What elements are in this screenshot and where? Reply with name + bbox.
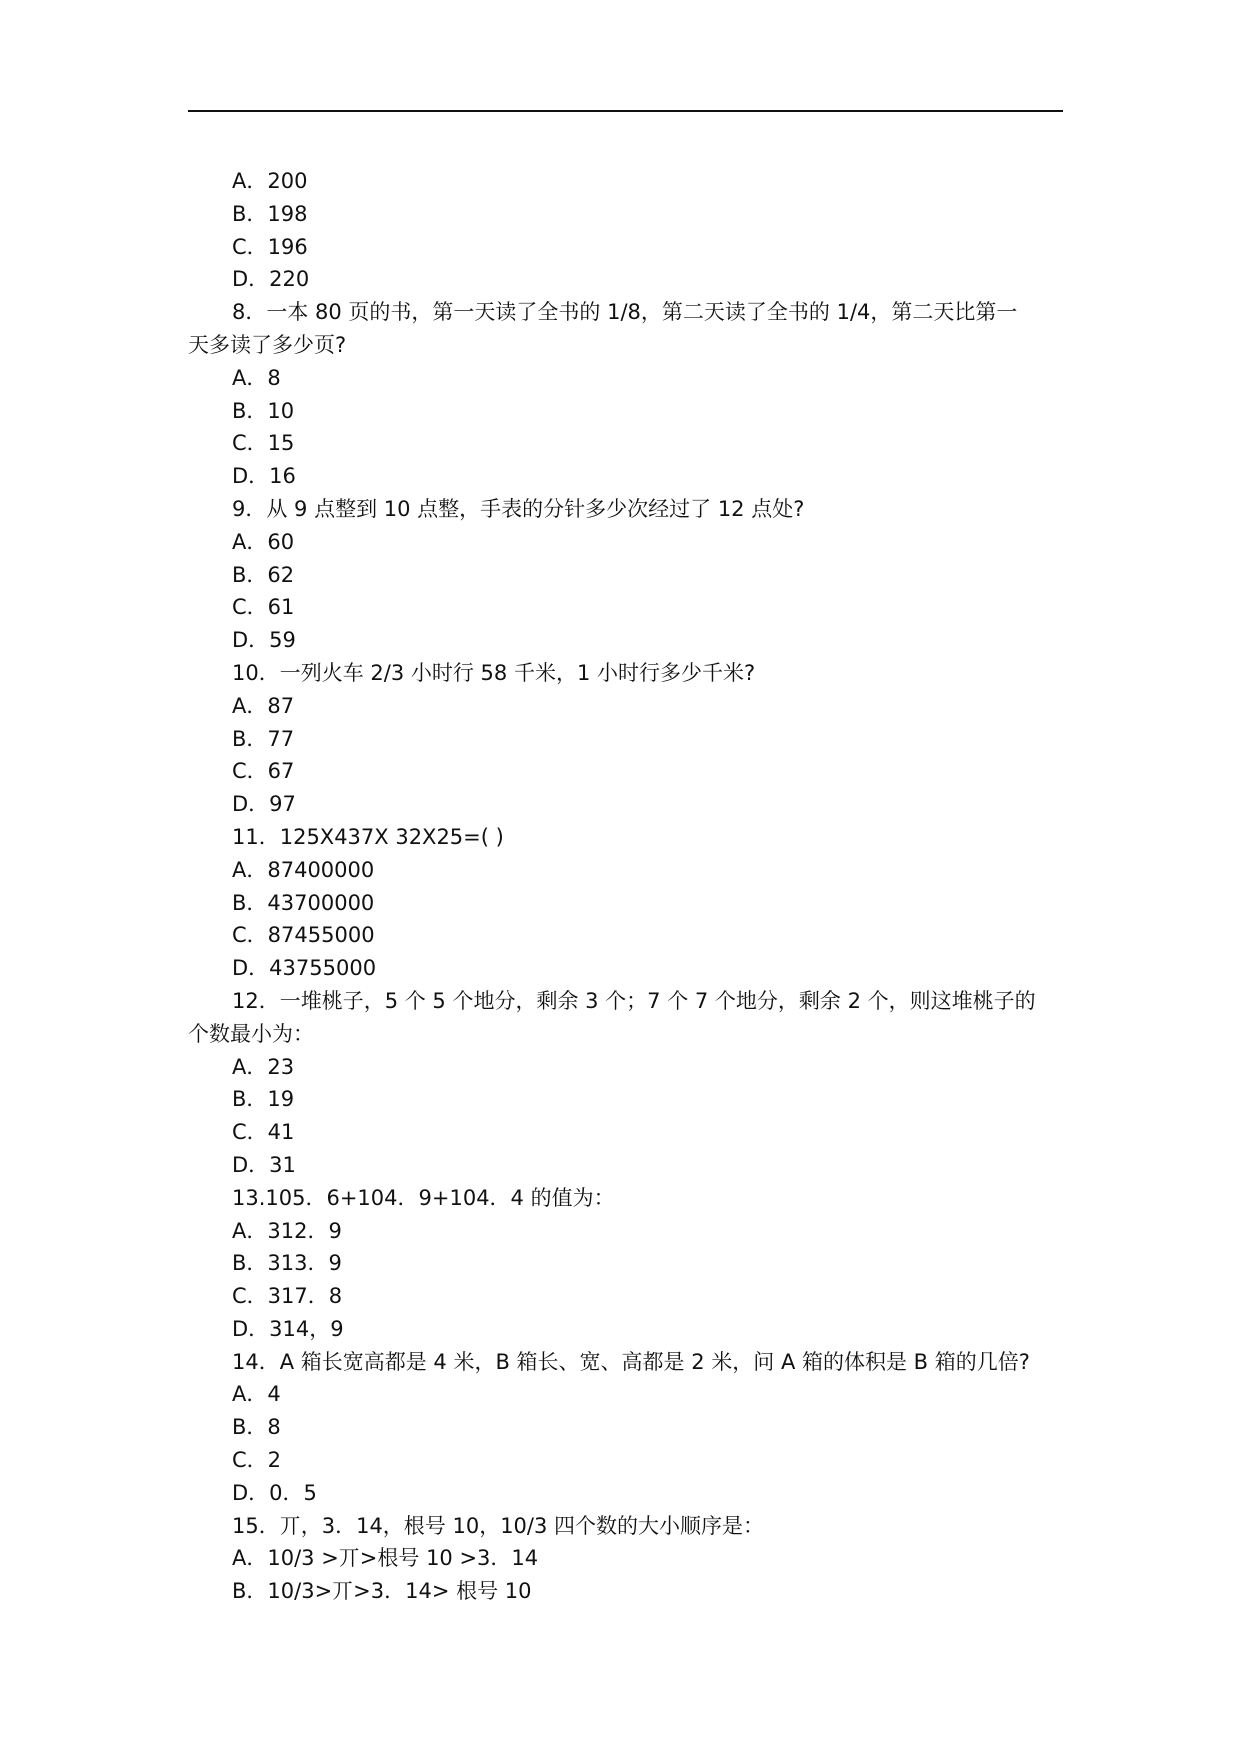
header-rule [188, 110, 1063, 112]
q8-option-b: B．10 [232, 398, 295, 423]
q11-stem: 11．125X437X 32X25=( ) [232, 824, 504, 849]
q12-stem-line1: 12．一堆桃子，5 个 5 个地分，剩余 3 个；7 个 7 个地分，剩余 2 个，则这堆桃子的 [232, 988, 1036, 1013]
q14-option-d: D．0．5 [232, 1480, 317, 1505]
q12-option-c: C．41 [232, 1120, 295, 1145]
q10-option-c: C．67 [232, 759, 295, 784]
q10-stem: 10．一列火车 2/3 小时行 58 千米，1 小时行多少千米? [232, 660, 756, 685]
q14-option-a: A．4 [232, 1382, 281, 1407]
q14-option-b: B．8 [232, 1415, 281, 1440]
q11-option-b: B．43700000 [232, 890, 375, 915]
q15-option-b: B．10/3>丌>3．14> 根号 10 [232, 1579, 532, 1604]
q15-stem: 15．丌，3．14，根号 10，10/3 四个数的大小顺序是： [232, 1513, 765, 1538]
q11-option-c: C．87455000 [232, 923, 375, 948]
q8-option-a: A．8 [232, 365, 281, 390]
q9-option-d: D．59 [232, 628, 296, 653]
q8-option-c: C．15 [232, 431, 295, 456]
q11-option-a: A．87400000 [232, 857, 375, 882]
q7-option-b: B．198 [232, 201, 308, 226]
q14-option-c: C．2 [232, 1448, 282, 1473]
q11-option-d: D．43755000 [232, 956, 377, 981]
q13-option-a: A．312．9 [232, 1218, 342, 1243]
q8-stem-line1: 8．一本 80 页的书，第一天读了全书的 1/8，第二天读了全书的 1/4，第二天比第一 [232, 300, 1018, 325]
q9-option-a: A．60 [232, 529, 295, 554]
q9-option-b: B．62 [232, 562, 295, 587]
q8-option-d: D．16 [232, 464, 296, 489]
q12-stem-line2: 个数最小为： [188, 1021, 314, 1046]
q7-option-a: A．200 [232, 169, 308, 193]
q8-stem-line2: 天多读了多少页? [188, 332, 347, 357]
q12-option-a: A．23 [232, 1054, 295, 1079]
q7-option-d: D．220 [232, 267, 310, 292]
q12-option-d: D．31 [232, 1152, 296, 1177]
q12-option-b: B．19 [232, 1087, 295, 1112]
q10-option-d: D．97 [232, 792, 296, 817]
q13-option-d: D．314，9 [232, 1316, 344, 1341]
q13-option-b: B．313．9 [232, 1251, 342, 1276]
q9-option-c: C．61 [232, 595, 295, 620]
q10-option-a: A．87 [232, 693, 295, 718]
q13-option-c: C．317．8 [232, 1284, 343, 1309]
q9-stem: 9．从 9 点整到 10 点整，手表的分针多少次经过了 12 点处? [232, 496, 805, 521]
q13-stem: 13.105．6+104．9+104．4 的值为： [232, 1185, 615, 1210]
q15-option-a: A．10/3 >丌>根号 10 >3．14 [232, 1546, 539, 1571]
document-body [188, 165, 1063, 1608]
q10-option-b: B．77 [232, 726, 295, 751]
q7-option-c: C．196 [232, 234, 308, 259]
q14-stem: 14．A 箱长宽高都是 4 米，B 箱长、宽、高都是 2 米，问 A 箱的体积是 B 箱的几倍? [232, 1349, 1030, 1374]
